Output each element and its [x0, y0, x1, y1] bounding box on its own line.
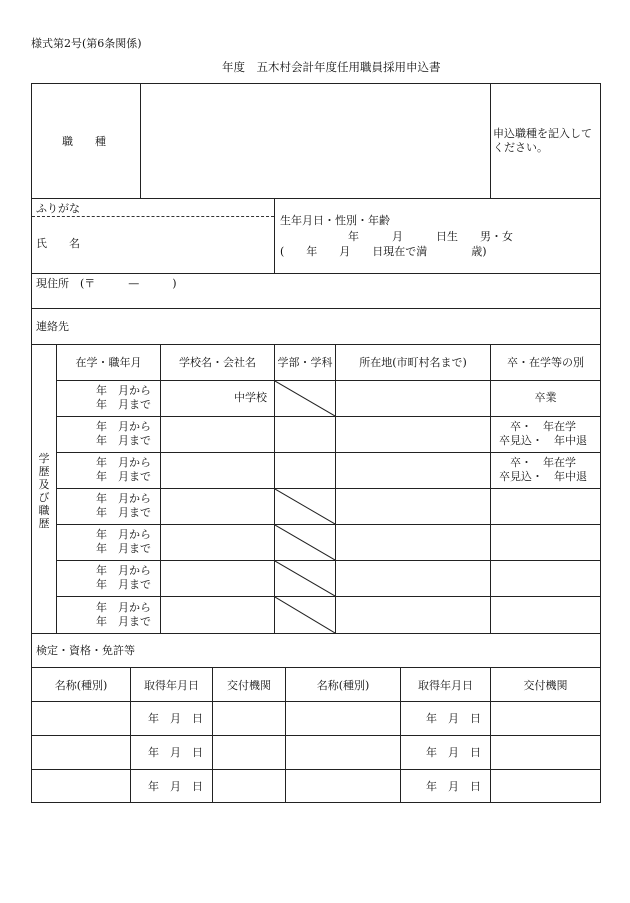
period-from: 年 月から [96, 384, 151, 397]
not-applicable-slash [275, 489, 335, 524]
birth-date-line: 年 月 日生 男・女 [348, 230, 513, 243]
contact-label: 連絡先 [36, 320, 69, 333]
position-label: 職 種 [62, 135, 106, 148]
period-from: 年 月から [96, 492, 151, 505]
period-to: 年 月まで [96, 578, 151, 591]
not-applicable-slash [275, 381, 335, 416]
header-location: 所在地(市町村名まで) [359, 356, 467, 369]
status-option-2: 卒見込・ 年中退 [499, 434, 587, 447]
history-section-label: 学歴及び職歴 [38, 452, 50, 530]
period-to: 年 月まで [96, 542, 151, 555]
header-department: 学部・学科 [277, 356, 333, 369]
status-option-1: 卒・ 年在学 [510, 456, 576, 469]
birth-label: 生年月日・性別・年齢 [280, 214, 390, 227]
period-to: 年 月まで [96, 398, 151, 411]
status-graduated: 卒業 [534, 391, 557, 404]
position-note: 申込職種を記入してください。 [493, 127, 592, 154]
period-to: 年 月まで [96, 434, 151, 447]
position-input[interactable] [143, 84, 488, 197]
school-suffix: 中学校 [234, 391, 267, 404]
status-option-1: 卒・ 年在学 [510, 420, 576, 433]
form-number: 様式第2号(第6条関係) [31, 37, 142, 50]
period-from: 年 月から [96, 420, 151, 433]
acquired-date: 年 月 日 [426, 712, 481, 725]
acquired-date: 年 月 日 [426, 746, 481, 759]
border-left [31, 83, 32, 803]
period-from: 年 月から [96, 601, 151, 614]
license-header-date-2: 取得年月日 [418, 679, 473, 692]
not-applicable-slash [275, 561, 335, 596]
period-from: 年 月から [96, 456, 151, 469]
header-school: 学校名・会社名 [179, 356, 256, 369]
not-applicable-slash [275, 597, 335, 633]
furigana-divider [32, 216, 274, 217]
license-header-issuer: 交付機関 [227, 679, 271, 692]
furigana-label: ふりがな [36, 202, 80, 215]
age-line: ( 年 月 日現在で満 歳) [280, 245, 487, 258]
name-label: 氏 名 [36, 237, 80, 250]
period-to: 年 月まで [96, 506, 151, 519]
acquired-date: 年 月 日 [426, 780, 481, 793]
acquired-date: 年 月 日 [148, 712, 203, 725]
header-period: 在学・職年月 [75, 356, 142, 369]
acquired-date: 年 月 日 [148, 746, 203, 759]
status-option-2: 卒見込・ 年中退 [499, 470, 587, 483]
acquired-date: 年 月 日 [148, 780, 203, 793]
license-section-label: 検定・資格・免許等 [36, 644, 135, 657]
not-applicable-slash [275, 525, 335, 560]
period-to: 年 月まで [96, 615, 151, 628]
license-header-issuer-2: 交付機関 [523, 679, 568, 692]
license-header-name-2: 名称(種別) [316, 679, 370, 692]
border-bottom [31, 802, 601, 803]
address-label: 現住所 (〒 — ) [36, 277, 177, 290]
license-header-name: 名称(種別) [54, 679, 108, 692]
period-to: 年 月まで [96, 470, 151, 483]
header-status: 卒・在学等の別 [507, 356, 584, 369]
license-header-date: 取得年月日 [144, 679, 199, 692]
period-from: 年 月から [96, 564, 151, 577]
period-from: 年 月から [96, 528, 151, 541]
form-title: 年度 五木村会計年度任用職員採用申込書 [222, 60, 441, 74]
border-right [600, 83, 601, 803]
